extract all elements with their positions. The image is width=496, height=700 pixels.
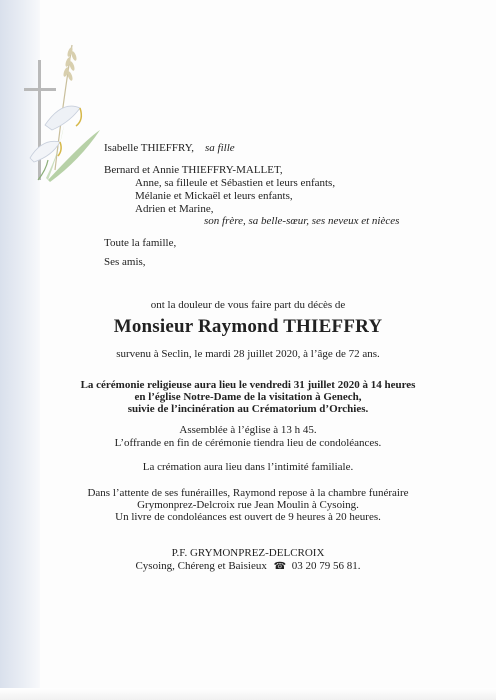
- anne-line: Anne, sa filleule et Sébastien et leurs enfants,: [135, 177, 336, 189]
- deceased-name: Monsieur Raymond THIEFFRY: [113, 316, 383, 337]
- footer-phone: 03 20 79 56 81.: [291, 560, 361, 572]
- assembly-line-2: L’offrande en fin de cérémonie tiendra lieu de condoléances.: [114, 437, 382, 449]
- death-details: survenu à Seclin, le mardi 28 juillet 2020, à l’âge de 72 ans.: [116, 348, 380, 360]
- announcement-intro: ont la douleur de vous faire part du décès de: [150, 299, 346, 311]
- ceremony-line-1: La cérémonie religieuse aura lieu le vendredi 31 juillet 2020 à 14 heures: [80, 379, 416, 391]
- bernard-line: Bernard et Annie THIEFFRY-MALLET,: [104, 164, 283, 176]
- cross-lily-ornament-icon: [0, 30, 110, 230]
- cremation-line: La crémation aura lieu dans l’intimité familiale.: [142, 461, 354, 473]
- page-bottom-edge: [0, 688, 496, 700]
- ceremony-line-2: en l’église Notre-Dame de la visitation à Genech,: [134, 391, 362, 403]
- ceremony-line-3: suivie de l’incinération au Crématorium d’Orchies.: [127, 403, 369, 415]
- footer-locations: Cysoing, Chéreng et Baisieux: [135, 560, 267, 572]
- adrien-line: Adrien et Marine,: [135, 203, 214, 215]
- isabelle-name: Isabelle THIEFFRY,: [104, 142, 195, 154]
- toute-la-famille: Toute la famille,: [104, 237, 177, 249]
- isabelle-relation: sa fille: [205, 142, 235, 154]
- telephone-icon: ☎: [273, 561, 287, 572]
- assembly-line-1: Assemblée à l’église à 13 h 45.: [179, 424, 317, 436]
- footer-contact: [0, 560, 496, 573]
- funeral-company: P.F. GRYMONPREZ-DELCROIX: [171, 547, 325, 559]
- funeral-home-line-1: Dans l’attente de ses funérailles, Raymond repose à la chambre funéraire: [87, 487, 409, 499]
- funeral-home-line-3: Un livre de condoléances est ouvert de 9 heures à 20 heures.: [115, 511, 381, 523]
- melanie-line: Mélanie et Mickaël et leurs enfants,: [135, 190, 293, 202]
- family-relation: son frère, sa belle-sœur, ses neveux et nièces: [204, 215, 400, 227]
- funeral-home-line-2: Grymonprez-Delcroix rue Jean Moulin à Cysoing.: [137, 499, 359, 511]
- ses-amis: Ses amis,: [104, 256, 146, 268]
